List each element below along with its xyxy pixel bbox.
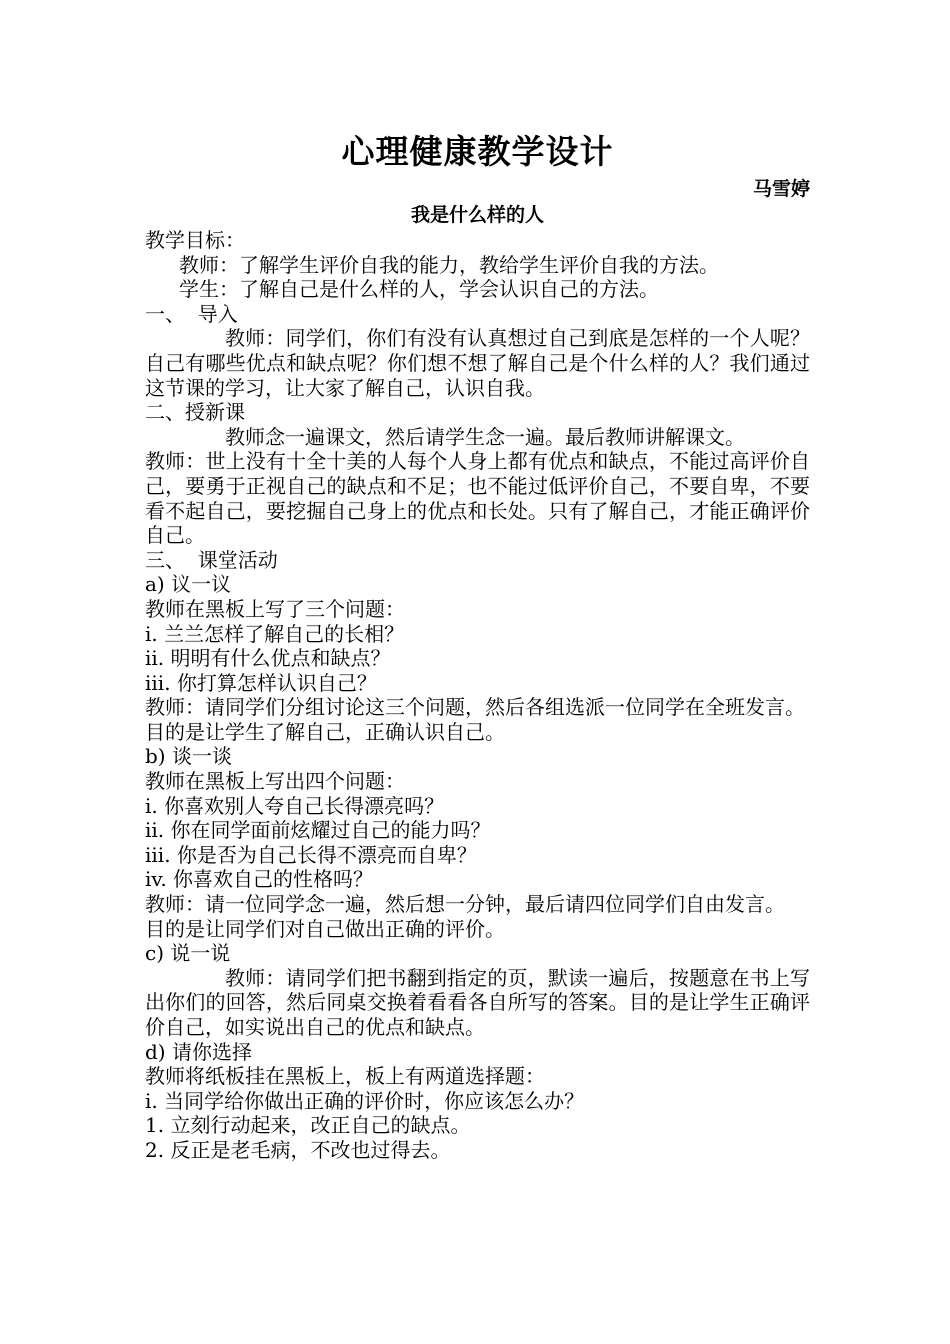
activity-a-heading: a) 议一议 — [145, 572, 232, 597]
section-heading-activities: 三、 课堂活动 — [145, 547, 278, 572]
activity-d-intro: 教师将纸板挂在黑板上，板上有两道选择题： — [145, 1064, 545, 1089]
activity-b-intro: 教师在黑板上写出四个问题： — [145, 769, 405, 794]
intro-paragraph: 教师：同学们，你们有没有认真想过自己到底是怎样的一个人呢？自己有哪些优点和缺点呢？你们想不想了解自己是个什么样的人？我们通过这节课的学习，让大家了解自己，认识自我。 — [145, 326, 810, 400]
activity-c-paragraph: 教师：请同学们把书翻到指定的页，默读一遍后，按题意在书上写出你们的回答，然后同桌交换着看看各自所写的答案。目的是让学生正确评价自己，如实说出自己的优点和缺点。 — [145, 965, 810, 1039]
activity-a-question: i. 兰兰怎样了解自己的长相？ — [145, 621, 405, 646]
activity-b-question: ii. 你在同学面前炫耀过自己的能力吗？ — [145, 818, 491, 843]
activity-b-teacher: 教师：请一位同学念一遍，然后想一分钟，最后请四位同学们自由发言。 — [145, 892, 785, 917]
new-lesson-paragraph-1: 教师念一遍课文，然后请学生念一遍。最后教师讲解课文。 — [225, 424, 745, 449]
activity-d-heading: d) 请你选择 — [145, 1039, 252, 1064]
new-lesson-paragraph-2: 教师：世上没有十全十美的人每个人身上都有优点和缺点，不能过高评价自己，要勇于正视自己的缺点和不足；也不能过低评价自己，不要自卑，不要看不起自己，要挖掘自己身上的优点和长处。只有了解自己，才能正确评价自己。 — [145, 449, 810, 548]
goal-student: 学生：了解自己是什么样的人，学会认识自己的方法。 — [179, 277, 659, 302]
goal-teacher: 教师：了解学生评价自我的能力，教给学生评价自我的方法。 — [179, 252, 719, 277]
activity-b-question: iv. 你喜欢自己的性格吗？ — [145, 867, 374, 892]
activity-a-question: iii. 你打算怎样认识自己？ — [145, 670, 377, 695]
activity-b-purpose: 目的是让同学们对自己做出正确的评价。 — [145, 916, 505, 941]
lesson-title: 我是什么样的人 — [410, 204, 544, 226]
document-page — [145, 128, 810, 1163]
section-heading-intro: 一、 导入 — [145, 301, 238, 326]
activity-a-intro: 教师在黑板上写了三个问题： — [145, 596, 405, 621]
document-title: 心理健康教学设计 — [341, 132, 614, 171]
author-name: 马雪婷 — [752, 178, 810, 200]
activity-d-option: 1. 立刻行动起来，改正自己的缺点。 — [145, 1113, 471, 1138]
activity-b-heading: b) 谈一谈 — [145, 744, 232, 769]
goals-heading: 教学目标： — [145, 228, 245, 252]
section-heading-new-lesson: 二、授新课 — [145, 400, 245, 425]
activity-a-question: ii. 明明有什么优点和缺点？ — [145, 646, 391, 671]
activity-b-question: i. 你喜欢别人夸自己长得漂亮吗？ — [145, 793, 445, 818]
activity-c-heading: c) 说一说 — [145, 941, 231, 966]
activity-d-question: i. 当同学给你做出正确的评价时，你应该怎么办？ — [145, 1088, 585, 1113]
activity-b-question: iii. 你是否为自己长得不漂亮而自卑？ — [145, 842, 477, 867]
activity-a-teacher: 教师：请同学们分组讨论这三个问题，然后各组选派一位同学在全班发言。 — [145, 695, 805, 720]
activity-d-option: 2. 反正是老毛病，不改也过得去。 — [145, 1137, 451, 1162]
activity-a-purpose: 目的是让学生了解自己，正确认识自己。 — [145, 719, 505, 744]
